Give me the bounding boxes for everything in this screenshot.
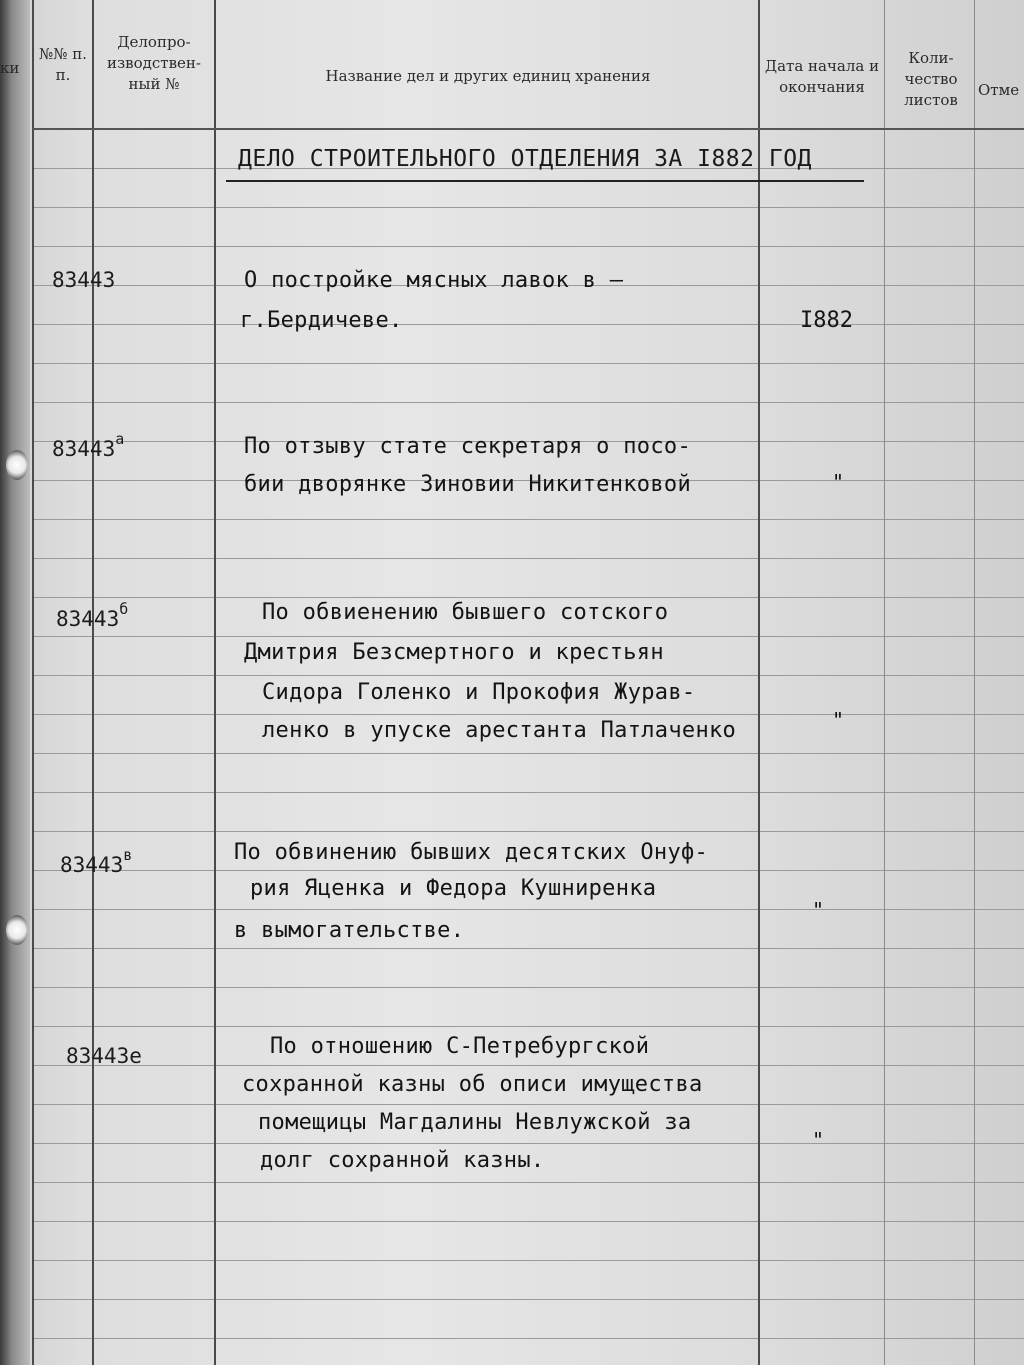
section-title: ДЕЛО СТРОИТЕЛЬНОГО ОТДЕЛЕНИЯ ЗА I882 ГОД [238, 146, 812, 172]
ditto-mark: " [832, 470, 845, 494]
header-left-fragment: ки [0, 59, 20, 77]
ruled-line [32, 1104, 1024, 1105]
header-col-case-no: Делопро-изводствен-ный № [107, 33, 201, 93]
ruled-line [32, 597, 1024, 598]
ruled-line [32, 675, 1024, 676]
ruled-line [32, 519, 1024, 520]
case-number: $83443^а$ [52, 430, 125, 461]
column-divider [214, 0, 216, 1365]
ditto-mark: " [832, 708, 845, 732]
ruled-line [32, 714, 1024, 715]
ruled-line [32, 402, 1024, 403]
column-divider [974, 0, 975, 1365]
entry-text-line: Дмитрия Безсмертного и крестьян [244, 640, 664, 665]
header-col-number: №№ п. п. [39, 45, 87, 84]
entry-text-line: ленко в упуске арестанта Патлаченко [262, 718, 737, 743]
header-col-sheets: Коли-чество листов [904, 49, 958, 109]
ruled-line [32, 870, 1024, 871]
ruled-line [32, 363, 1024, 364]
ruled-line [32, 987, 1024, 988]
ruled-line [32, 1299, 1024, 1300]
entry-date: I882 [800, 308, 853, 333]
entry-text-line: г.Бердичеве. [240, 308, 403, 333]
ruled-line [32, 558, 1024, 559]
header-col-dates: Дата начала и окончания [764, 57, 880, 96]
page-binding [0, 0, 30, 1365]
entry-text-line: О постройке мясных лавок в – [244, 268, 624, 293]
case-number: $83443^в$ [60, 846, 133, 877]
entry-text-line: долг сохранной казны. [260, 1148, 545, 1173]
entry-text-line: рия Яценка и Федора Кушниренка [250, 876, 657, 901]
entry-text-line: По отношению С-Петребургской [270, 1034, 650, 1059]
ditto-mark: " [812, 898, 825, 922]
ruled-line [32, 831, 1024, 832]
binding-hole [6, 450, 28, 480]
column-divider [32, 0, 34, 1365]
ruled-line [32, 1182, 1024, 1183]
ruled-line [32, 246, 1024, 247]
ditto-mark: " [812, 1128, 825, 1152]
ruled-line [32, 909, 1024, 910]
ruled-line [32, 207, 1024, 208]
header-col-notes: Отме [978, 81, 1020, 99]
ruled-line [32, 1338, 1024, 1339]
ruled-line [32, 753, 1024, 754]
ruled-line [32, 636, 1024, 637]
column-divider [758, 0, 760, 1365]
ruled-line [32, 1260, 1024, 1261]
entry-text-line: помещицы Магдалины Невлужской за [258, 1110, 692, 1135]
ruled-line [32, 792, 1024, 793]
entry-text-line: сохранной казны об описи имущества [242, 1072, 703, 1097]
case-number: 83443е [66, 1044, 142, 1068]
ruled-line [32, 1221, 1024, 1222]
column-divider [884, 0, 885, 1365]
case-number: 83443 [52, 268, 116, 292]
binding-hole [6, 915, 28, 945]
entry-text-line: бии дворянке Зиновии Никитенковой [244, 472, 691, 497]
ruled-line [32, 324, 1024, 325]
section-title-underline [226, 180, 864, 182]
case-number: $83443^б$ [56, 600, 129, 631]
ruled-line [32, 948, 1024, 949]
entry-text-line: Сидора Голенко и Прокофия Журав- [262, 680, 696, 705]
ruled-line [32, 1143, 1024, 1144]
entry-text-line: По обвинению бывших десятских Онуф- [234, 840, 709, 865]
entry-text-line: По обвиенению бывшего сотского [262, 600, 669, 625]
header-divider [32, 128, 1024, 130]
header-col-title: Название дел и других единиц хранения [325, 67, 651, 85]
entry-text-line: в вымогательстве. [234, 918, 465, 943]
ruled-line [32, 1026, 1024, 1027]
ruled-line [32, 1065, 1024, 1066]
column-divider [92, 0, 94, 1365]
entry-text-line: По отзыву стате секретаря о посо- [244, 434, 691, 459]
